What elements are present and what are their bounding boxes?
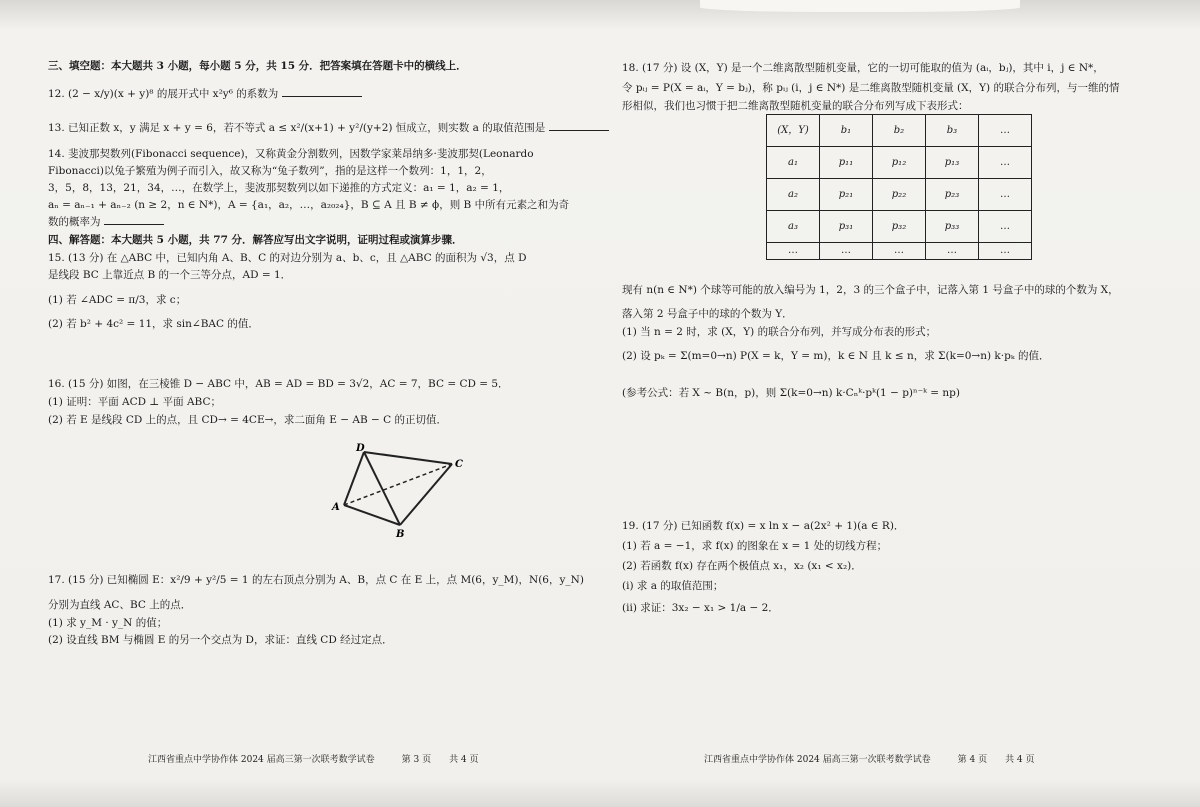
table-row — [767, 179, 1032, 211]
question-16-line-1: 16. (15 分) 如图，在三棱锥 D − ABC 中，AB = AD = BD = 3√2，AC = 7，BC = CD = 5． — [48, 378, 509, 390]
vertex-label-a: A — [332, 502, 340, 513]
table-cell: … — [926, 243, 979, 260]
table-cell: p₁₃ — [926, 147, 979, 179]
question-13-text: 13. 已知正数 x，y 满足 x + y = 6，若不等式 a ≤ x²/(x+1) + y²/(y+2) 恒成立，则实数 a 的取值范围是 — [48, 122, 546, 134]
question-19-line-1: 19. (17 分) 已知函数 f(x) = x ln x − a(2x² + 1)(a ∈ R)． — [622, 520, 905, 532]
question-16-part-2: (2) 若 E 是线段 CD 上的点，且 CD→ = 4CE→，求二面角 E − AB − C 的正切值． — [48, 414, 448, 426]
question-14-line-3: 3，5，8，13，21，34，…，在数学上，斐波那契数列以如下递推的方式定义：a₁ = 1，a₂ = 1， — [48, 182, 510, 194]
table-header-cell: (X，Y) — [767, 115, 820, 147]
vertex-label-d: D — [356, 443, 365, 454]
table-cell: p₃₂ — [873, 211, 926, 243]
table-row — [767, 147, 1032, 179]
tetrahedron-figure — [322, 440, 472, 540]
table-cell: p₂₃ — [926, 179, 979, 211]
question-18-part-2: (2) 设 pₖ = Σ(m=0→n) P(X = k，Y = m)，k ∈ N 且 k ≤ n，求 Σ(k=0→n) k·pₖ 的值． — [622, 350, 1050, 362]
table-cell: … — [820, 243, 873, 260]
question-17-line-1: 17. (15 分) 已知椭圆 E：x²/9 + y²/5 = 1 的左右顶点分别为 A、B，点 C 在 E 上，点 M(6，y_M)，N(6，y_N) — [48, 574, 584, 586]
answer-blank-13 — [549, 120, 609, 131]
question-17-part-2: (2) 设直线 BM 与椭圆 E 的另一个交点为 D，求证：直线 CD 经过定点． — [48, 634, 393, 646]
table-header-cell: … — [979, 115, 1032, 147]
edge-dc — [364, 452, 452, 464]
answer-blank-12 — [282, 86, 362, 97]
table-cell: … — [873, 243, 926, 260]
question-14-line-4: aₙ = aₙ₋₁ + aₙ₋₂ (n ≥ 2，n ∈ N*)，A = {a₁，a₂，…，a₂₀₂₄}，B ⊆ A 且 B ≠ ϕ，则 B 中所有元素之和为奇 — [48, 199, 570, 211]
question-18-line-2: 令 pᵢⱼ = P(X = aᵢ，Y = bⱼ)，称 pᵢⱼ (i，j ∈ N*) 是二维离散型随机变量 (X，Y) 的联合分布列，与一维的情 — [622, 82, 1120, 94]
question-18-line-1: 18. (17 分) 设 (X，Y) 是一个二维离散型随机变量，它的一切可能取的值为 (aᵢ，bⱼ)，其中 i，j ∈ N*， — [622, 62, 1104, 74]
table-cell: … — [979, 179, 1032, 211]
question-14-text-end: 数的概率为 — [48, 216, 101, 228]
question-19-part-2-i: (i) 求 a 的取值范围； — [622, 580, 724, 592]
question-14-line-5 — [48, 214, 164, 230]
table-cell: p₁₂ — [873, 147, 926, 179]
table-cell: p₃₁ — [820, 211, 873, 243]
question-13 — [48, 120, 609, 136]
table-cell: a₁ — [767, 147, 820, 179]
question-16-part-1: (1) 证明：平面 ACD ⊥ 平面 ABC； — [48, 396, 221, 408]
question-14-line-2: Fibonacci)以兔子繁殖为例子而引入，故又称为“兔子数列”，指的是这样一个数列：1，1，2， — [48, 165, 492, 177]
table-cell: … — [767, 243, 820, 260]
question-18-line-3: 形相似，我们也习惯于把二维离散型随机变量的联合分布列写成下表形式： — [622, 100, 969, 112]
vertex-label-c: C — [455, 459, 463, 470]
section3-heading: 三、填空题：本大题共 3 小题，每小题 5 分，共 15 分．把答案填在答题卡中的横线上． — [48, 60, 467, 72]
question-19-part-2: (2) 若函数 f(x) 存在两个极值点 x₁，x₂ (x₁ < x₂)． — [622, 560, 862, 572]
right-page-footer: 江西省重点中学协作体 2024 届高三第一次联考数学试卷 第 4 页 共 4 页 — [704, 755, 1035, 765]
table-cell: … — [979, 211, 1032, 243]
question-18-line-4: 现有 n(n ∈ N*) 个球等可能的放入编号为 1，2，3 的三个盒子中，记落入第 1 号盒子中的球的个数为 X， — [622, 284, 1119, 296]
table-cell: a₂ — [767, 179, 820, 211]
table-cell: p₃₃ — [926, 211, 979, 243]
table-cell: … — [979, 147, 1032, 179]
question-17-line-2: 分别为直线 AC、BC 上的点． — [48, 599, 192, 611]
question-12-text: 12. (2 − x/y)(x + y)⁸ 的展开式中 x²y⁶ 的系数为 — [48, 88, 279, 100]
question-15-line-2: 是线段 BC 上靠近点 B 的一个三等分点，AD = 1． — [48, 269, 292, 281]
table-row — [767, 243, 1032, 260]
paper-edge — [700, 0, 1020, 12]
question-18-part-1: (1) 当 n = 2 时，求 (X，Y) 的联合分布列，并写成分布表的形式； — [622, 326, 937, 338]
table-cell: p₂₂ — [873, 179, 926, 211]
question-15-part-1: (1) 若 ∠ADC = π/3，求 c； — [48, 294, 187, 306]
joint-distribution-table — [766, 114, 1032, 260]
question-18-reference: (参考公式：若 X ~ B(n，p)，则 Σ(k=0→n) k·Cₙᵏ·pᵏ(1 − p)ⁿ⁻ᵏ = np) — [622, 387, 960, 399]
table-cell: a₃ — [767, 211, 820, 243]
table-row — [767, 211, 1032, 243]
question-19-part-2-ii: (ii) 求证：3x₂ − x₁ > 1/a − 2． — [622, 602, 779, 614]
edge-da — [344, 452, 364, 505]
question-19-part-1: (1) 若 a = −1，求 f(x) 的图象在 x = 1 处的切线方程； — [622, 540, 888, 552]
question-18-line-5: 落入第 2 号盒子中的球的个数为 Y． — [622, 308, 793, 320]
table-cell: p₁₁ — [820, 147, 873, 179]
table-cell: … — [979, 243, 1032, 260]
table-header-cell: b₁ — [820, 115, 873, 147]
question-15-line-1: 15. (13 分) 在 △ABC 中，已知内角 A、B、C 的对边分别为 a、b、c，且 △ABC 的面积为 √3，点 D — [48, 252, 527, 264]
vertex-label-b: B — [396, 529, 405, 540]
answer-blank-14 — [104, 214, 164, 225]
left-page-footer: 江西省重点中学协作体 2024 届高三第一次联考数学试卷 第 3 页 共 4 页 — [148, 755, 479, 765]
question-14-line-1: 14. 斐波那契数列(Fibonacci sequence)，又称黄金分割数列，因数学家莱昂纳多·斐波那契(Leonardo — [48, 148, 534, 160]
question-12 — [48, 86, 362, 102]
section4-heading: 四、解答题：本大题共 5 小题，共 77 分．解答应写出文字说明，证明过程或演算步骤． — [48, 234, 463, 246]
question-17-part-1: (1) 求 y_M · y_N 的值； — [48, 617, 168, 629]
table-header-row — [767, 115, 1032, 147]
table-header-cell: b₂ — [873, 115, 926, 147]
table-cell: p₂₁ — [820, 179, 873, 211]
table-header-cell: b₃ — [926, 115, 979, 147]
question-15-part-2: (2) 若 b² + 4c² = 11，求 sin∠BAC 的值． — [48, 318, 259, 330]
